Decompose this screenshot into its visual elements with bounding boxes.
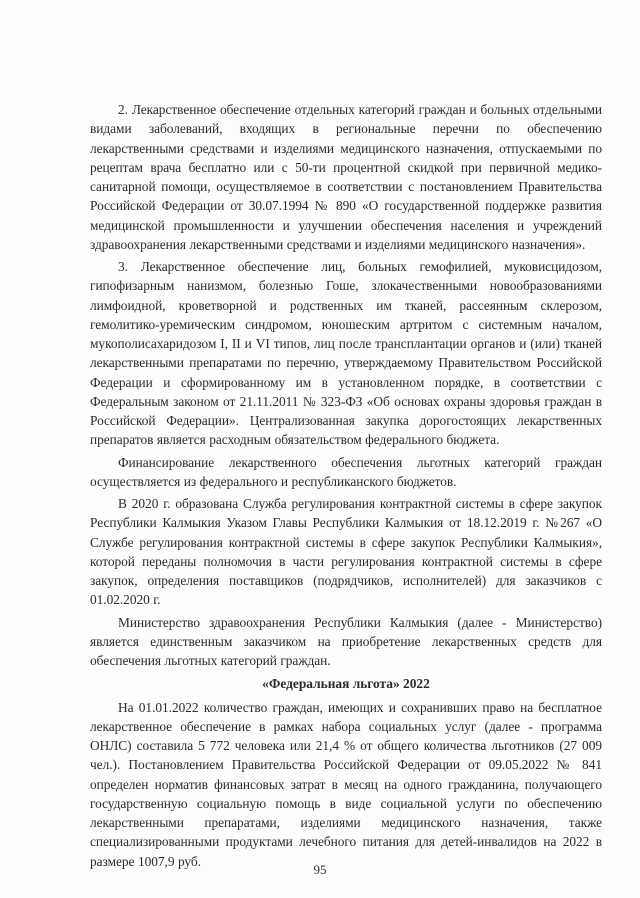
paragraph-financing: Финансирование лекарственного обеспечения льготных категорий граждан осуществляется из федерального и республиканского бюджетов. xyxy=(90,454,602,489)
paragraph-procurement-service: В 2020 г. образована Служба регулирования контрактной системы в сфере закупок Республики Калмыкия Указом Главы Республики Калмыкия от 18.12.2019 г. №267 «О Службе регулирования контрактной системы в сфере закупок Республики Калмыкия», которой переданы полномочия в части регулирования контрактной системы в сфере закупок, определения поставщиков (подрядчиков, исполнителей) для заказчиков с 01.02.2020 г. xyxy=(90,496,602,608)
paragraph-item-3: 3. Лекарственное обеспечение лиц, больных гемофилией, муковисцидозом, гипофизарным нанизмом, болезнью Гоше, злокачественными новообразованиями лимфоидной, кроветворной и родственных им тканей, рассеянным склерозом, гемолитико-уремическим синдромом, юношеским артритом с системным началом, мукополисахаридозом I, II и VI типов, лиц после трансплантации органов и (или) тканей лекарственными препаратами по перечню, утверждаемому Правительством Российской Федерации и сформированному им в установленном порядке, в соответствии с Федеральным законом от 21.11.2011 № 323-ФЗ «Об основах охраны здоровья граждан в Российской Федерации». Централизованная закупка дорогостоящих лекарственных препаратов является расходным обязательством федерального бюджета. xyxy=(90,259,602,448)
paragraph-onls-2022: На 01.01.2022 количество граждан, имеющих и сохранивших право на бесплатное лекарственное обеспечение в рамках набора социальных услуг (далее - программа ОНЛС) составила 5 772 человека или 21,4 % от общего количества льготников (27 009 чел.). Постановлением Правительства Российской Федерации от 09.05.2022 № 841 определен норматив финансовых затрат в месяц на одного гражданина, получающего государственную социальную помощь в виде социальной услуги по обеспечению лекарственными препаратами, изделиями медицинского назначения, также специализированными продуктами лечебного питания для детей-инвалидов на 2022 в размере 1007,9 руб. xyxy=(90,699,602,869)
paragraph-ministry: Министерство здравоохранения Республики Калмыкия (далее - Министерство) является единственным заказчиком на приобретение лекарственных средств для обеспечения льготных категорий граждан. xyxy=(90,614,602,668)
document-body xyxy=(90,100,602,874)
paragraph-item-2: 2. Лекарственное обеспечение отдельных категорий граждан и больных отдельными видами заболеваний, входящих в региональные перечни по обеспечению лекарственными средствами и изделиями медицинского назначения, отпускаемыми по рецептам врача бесплатно или с 50-ти процентной скидкой при первичной медико-санитарной помощи, осуществляемое в соответствии с постановлением Правительства Российской Федерации от 30.07.1994 № 890 «О государственной поддержке развития медицинской промышленности и улучшении обеспечения населения и учреждений здравоохранения лекарственными средствами и изделиями медицинского назначения». xyxy=(90,102,602,252)
section-heading: «Федеральная льгота» 2022 xyxy=(262,676,430,692)
page-number: 95 xyxy=(313,862,327,877)
